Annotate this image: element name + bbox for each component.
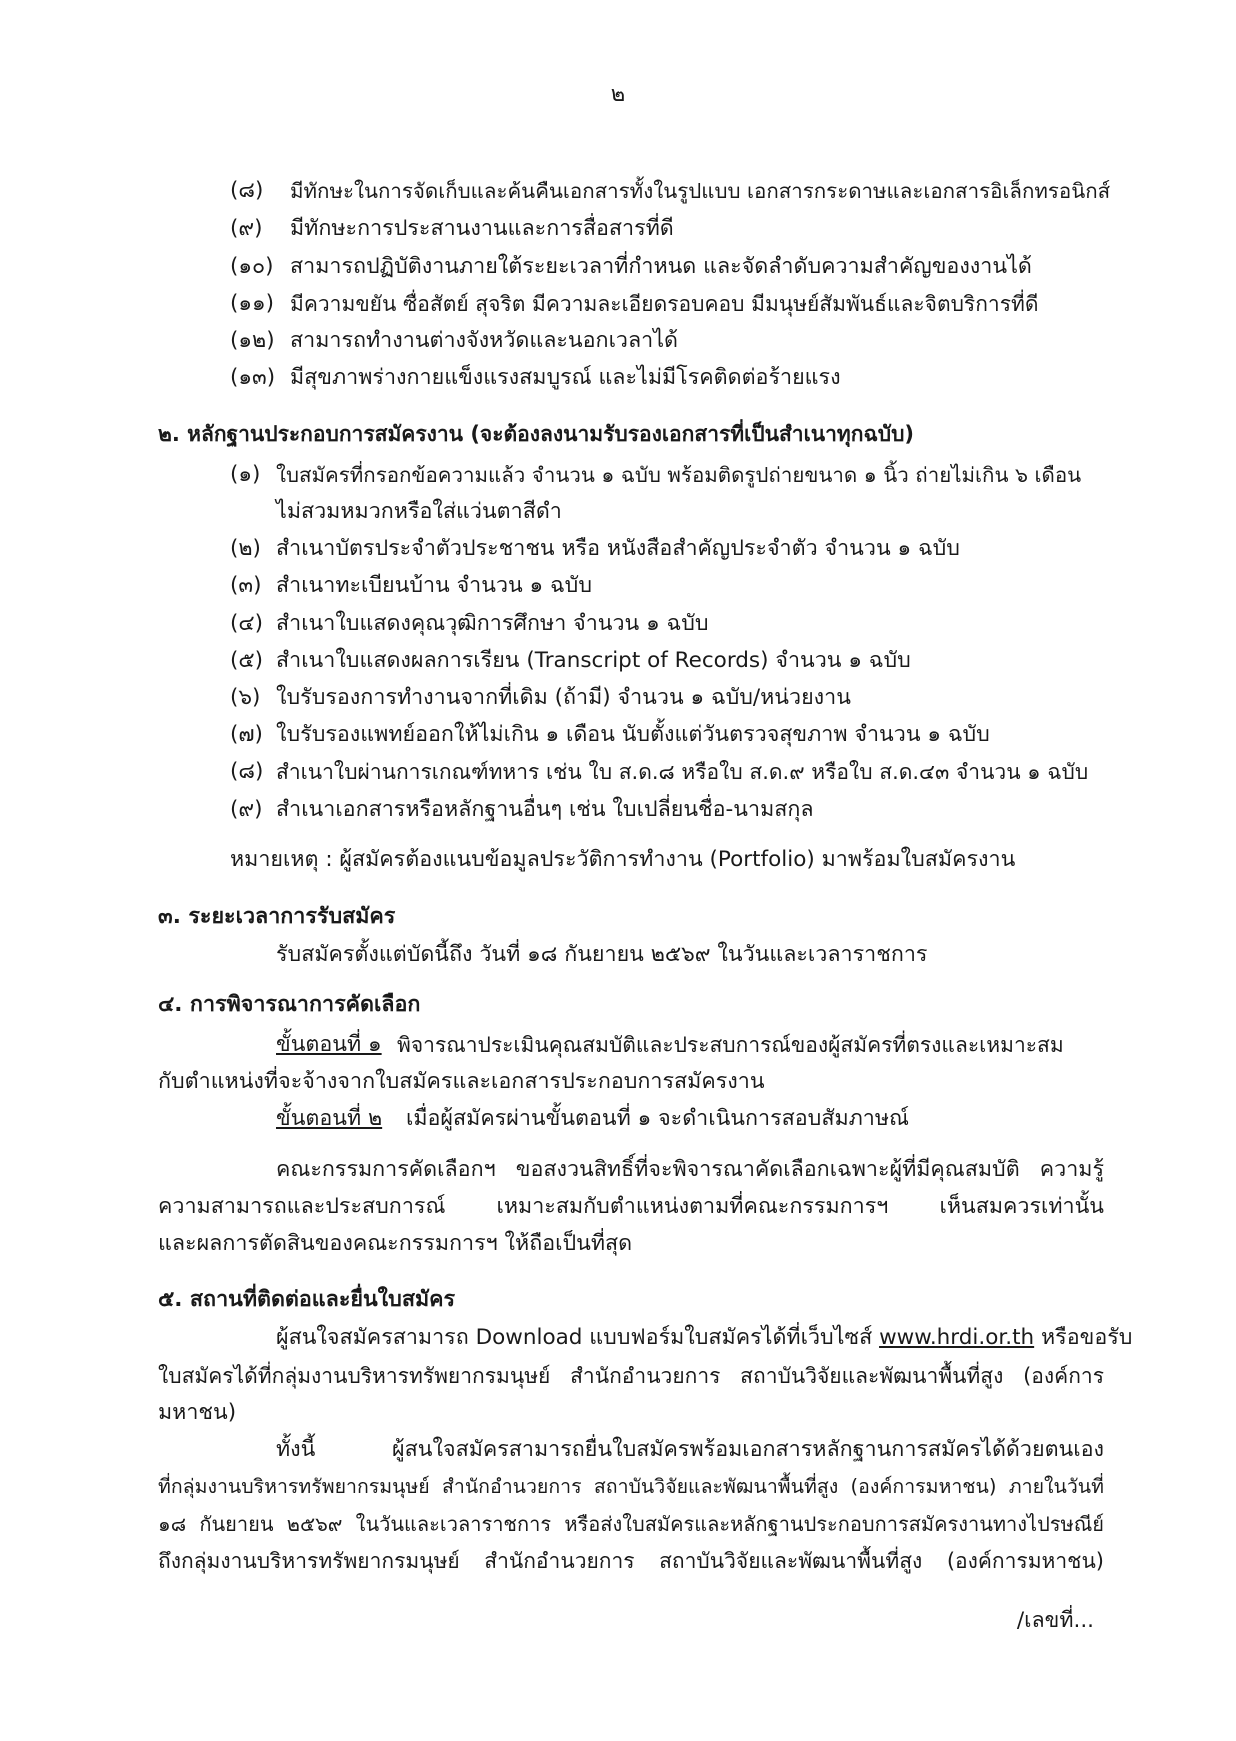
section-heading: ๓. ระยะเวลาการรับสมัคร xyxy=(158,904,396,929)
item-number: (๙) xyxy=(230,216,263,241)
item-number: (๖) xyxy=(230,685,261,710)
step-label xyxy=(276,1030,382,1060)
item-number: (๓) xyxy=(230,573,262,598)
paragraph-line: ทั้งนี้ ผู้สนใจสมัครสามารถยื่นใบสมัครพร้อมเอกสารหลักฐานการสมัครได้ด้วยตนเอง xyxy=(276,1437,1104,1462)
item-number: (๑๓) xyxy=(230,365,276,390)
item-number: (๘) xyxy=(230,178,264,203)
item-text: สำเนาทะเบียนบ้าน จำนวน ๑ ฉบับ xyxy=(276,573,592,598)
paragraph-line: ๑๘ กันยายน ๒๕๖๙ ในวันและเวลาราชการ หรือส่งใบสมัครและหลักฐานประกอบการสมัครงานทางไปรษณีย์ xyxy=(158,1512,1104,1536)
step-1-text-continued: กับตำแหน่งที่จะจ้างจากใบสมัครและเอกสารประกอบการสมัครงาน xyxy=(158,1069,765,1094)
p1-text-pre: ผู้สนใจสมัครสามารถ Download แบบฟอร์มใบสมัครได้ที่เว็บไซส์ xyxy=(276,1325,873,1350)
paragraph-line: และผลการตัดสินของคณะกรรมการฯ ให้ถือเป็นที่สุด xyxy=(158,1231,633,1256)
p1-text-post: หรือขอรับ xyxy=(1040,1325,1133,1350)
step-2-text: เมื่อผู้สมัครผ่านขั้นตอนที่ ๑ จะดำเนินการสอบสัมภาษณ์ xyxy=(406,1106,909,1131)
item-text: ใบรับรองการทำงานจากที่เดิม (ถ้ามี) จำนวน ๑ ฉบับ/หน่วยงาน xyxy=(276,685,851,710)
item-number: (๗) xyxy=(230,722,263,747)
item-number: (๙) xyxy=(230,797,263,822)
page-number: ๒ xyxy=(610,82,626,107)
item-text: มีทักษะในการจัดเก็บและค้นคืนเอกสารทั้งในรูปแบบ เอกสารกระดาษและเอกสารอิเล็กทรอนิกส์ xyxy=(290,179,1111,203)
list-item xyxy=(230,176,263,206)
website-link[interactable]: www.hrdi.or.th xyxy=(879,1325,1035,1350)
section-heading: ๒. หลักฐานประกอบการสมัครงาน (จะต้องลงนามรับรองเอกสารที่เป็นสำเนาทุกฉบับ) xyxy=(158,422,915,446)
item-number: (๔) xyxy=(230,611,264,636)
item-number: (๒) xyxy=(230,536,261,561)
item-text: สำเนาบัตรประจำตัวประชาชน หรือ หนังสือสำคัญประจำตัว จำนวน ๑ ฉบับ xyxy=(276,536,960,561)
item-text: สำเนาใบแสดงผลการเรียน (Transcript of Records) จำนวน ๑ ฉบับ xyxy=(276,648,911,673)
step-1-text: พิจารณาประเมินคุณสมบัติและประสบการณ์ของผู้สมัครที่ตรงและเหมาะสม xyxy=(397,1033,1064,1057)
item-text: ใบรับรองแพทย์ออกให้ไม่เกิน ๑ เดือน นับตั้งแต่วันตรวจสุขภาพ จำนวน ๑ ฉบับ xyxy=(276,722,990,747)
item-text: มีสุขภาพร่างกายแข็งแรงสมบูรณ์ และไม่มีโรคติดต่อร้ายแรง xyxy=(290,365,841,390)
item-number: (๑๑) xyxy=(230,291,275,316)
item-number: (๑๒) xyxy=(230,328,275,353)
item-text: สำเนาเอกสารหรือหลักฐานอื่นๆ เช่น ใบเปลี่ยนชื่อ-นามสกุล xyxy=(276,797,814,822)
paragraph-line: ใบสมัครได้ที่กลุ่มงานบริหารทรัพยากรมนุษย์ สำนักอำนวยการ สถาบันวิจัยและพัฒนาพื้นที่สูง (องค์การ xyxy=(158,1364,1104,1388)
continuation-marker: /เลขที่... xyxy=(1016,1608,1094,1633)
paragraph-line: คณะกรรมการคัดเลือกฯ ขอสงวนสิทธิ์ที่จะพิจารณาคัดเลือกเฉพาะผู้ที่มีคุณสมบัติ ความรู้ xyxy=(276,1157,1104,1182)
item-number: (๘) xyxy=(230,759,264,784)
paragraph-line xyxy=(276,1323,1132,1353)
item-number: (๑) xyxy=(230,462,261,487)
item-text: สำเนาใบแสดงคุณวุฒิการศึกษา จำนวน ๑ ฉบับ xyxy=(276,611,709,636)
step-1-label: ขั้นตอนที่ ๑ xyxy=(276,1032,382,1057)
item-text: มีความขยัน ซื่อสัตย์ สุจริต มีความละเอียดรอบคอบ มีมนุษย์สัมพันธ์และจิตบริการที่ดี xyxy=(290,292,1039,316)
item-text: สามารถทำงานต่างจังหวัดและนอกเวลาได้ xyxy=(290,328,679,353)
paragraph: รับสมัครตั้งแต่บัดนี้ถึง วันที่ ๑๘ กันยายน ๒๕๖๙ ในวันและเวลาราชการ xyxy=(276,942,928,967)
paragraph-line: ความสามารถและประสบการณ์ เหมาะสมกับตำแหน่งตามที่คณะกรรมการฯ เห็นสมควรเท่านั้น xyxy=(158,1194,1104,1219)
section-heading: ๕. สถานที่ติดต่อและยื่นใบสมัคร xyxy=(158,1287,456,1312)
paragraph-line: มหาชน) xyxy=(158,1400,237,1425)
section-heading: ๔. การพิจารณาการคัดเลือก xyxy=(158,992,421,1017)
paragraph-line: ที่กลุ่มงานบริหารทรัพยากรมนุษย์ สำนักอำนวยการ สถาบันวิจัยและพัฒนาพื้นที่สูง (องค์การมหาชน) ภายในวันที่ xyxy=(158,1475,1104,1498)
note: หมายเหตุ : ผู้สมัครต้องแนบข้อมูลประวัติการทำงาน (Portfolio) มาพร้อมใบสมัครงาน xyxy=(230,847,1016,872)
item-text: ใบสมัครที่กรอกข้อความแล้ว จำนวน ๑ ฉบับ พร้อมติดรูปถ่ายขนาด ๑ นิ้ว ถ่ายไม่เกิน ๖ เดือน xyxy=(276,463,1082,487)
item-text: มีทักษะการประสานงานและการสื่อสารที่ดี xyxy=(290,216,674,241)
item-text: สามารถปฏิบัติงานภายใต้ระยะเวลาที่กำหนด และจัดลำดับความสำคัญของงานได้ xyxy=(290,254,1032,279)
paragraph-line: ถึงกลุ่มงานบริหารทรัพยากรมนุษย์ สำนักอำนวยการ สถาบันวิจัยและพัฒนาพื้นที่สูง (องค์การมหาชน) xyxy=(158,1549,1104,1573)
item-number: (๕) xyxy=(230,648,264,673)
item-number: (๑๐) xyxy=(230,254,274,279)
step-2-label: ขั้นตอนที่ ๒ xyxy=(276,1106,383,1131)
step-label xyxy=(276,1104,382,1134)
item-text: สำเนาใบผ่านการเกณฑ์ทหาร เช่น ใบ ส.ด.๘ หรือใบ ส.ด.๙ หรือใบ ส.ด.๔๓ จำนวน ๑ ฉบับ xyxy=(276,760,1089,784)
item-text-continued: ไม่สวมหมวกหรือใส่แว่นตาสีดำ xyxy=(276,499,562,524)
